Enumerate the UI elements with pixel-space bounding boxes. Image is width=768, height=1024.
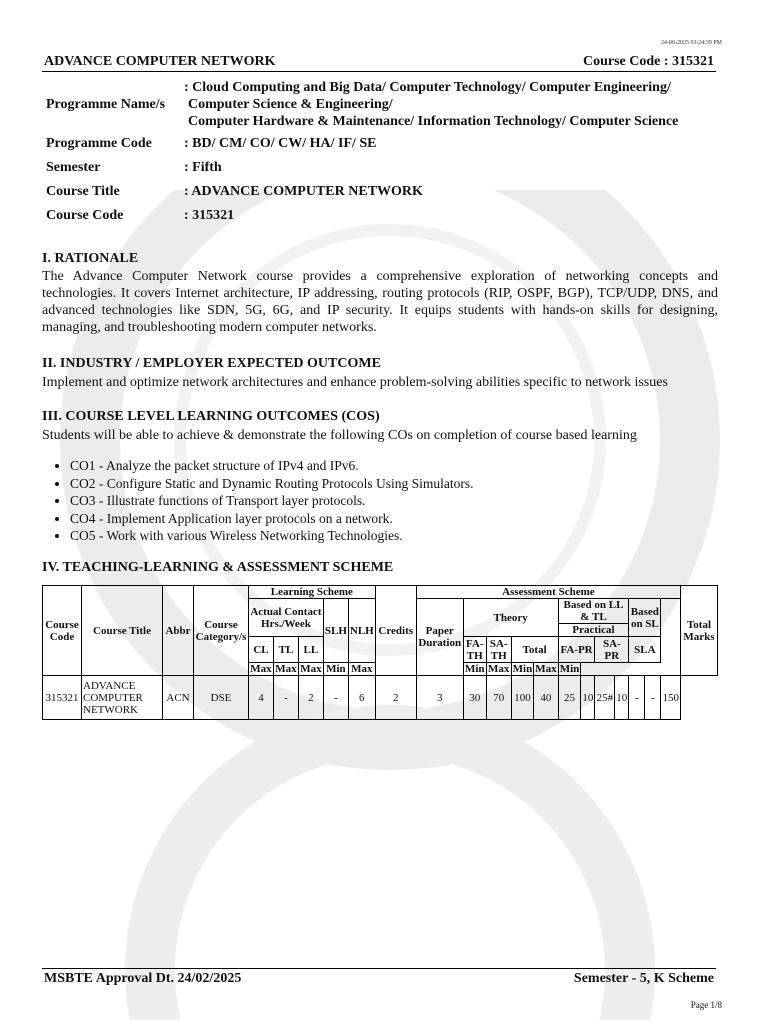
cell-total-min: 40	[534, 676, 558, 720]
page-header	[42, 53, 716, 72]
cell-sla-min: -	[645, 676, 661, 720]
info-value: : 315321	[184, 207, 235, 223]
cell-sla-max: -	[629, 676, 645, 720]
rationale-text: The Advance Computer Network course provides a comprehensive exploration of networking concepts and technologies. It covers Internet architecture, IP addressing, routing protocols (RIP, OSPF, BGP), TCP/UDP, DNS, and advanced technologies like SDN, 5G, 6G, and IP security. It equips students with hands-on skills for designing, managing, and troubleshooting modern computer networks.	[42, 269, 718, 335]
teaching-assessment-table	[42, 585, 718, 720]
th-max: Max	[535, 663, 557, 675]
print-timestamp: 24-06-2025 03:24:39 PM	[660, 40, 722, 46]
course-info-table	[42, 78, 716, 227]
cell-ll: 2	[298, 676, 323, 720]
cell-sa-pr-min: 10	[615, 676, 629, 720]
info-key: Programme Name/s	[46, 97, 166, 112]
info-key: Semester	[46, 159, 101, 175]
info-row-course-code	[42, 203, 716, 227]
th-theory: Theory	[463, 599, 558, 637]
th-paper-duration: Paper Duration	[416, 599, 463, 676]
th-fa-th: FA- TH	[463, 637, 486, 663]
info-key: Course Title	[46, 183, 120, 199]
cos-intro-text: Students will be able to achieve & demonstrate the following COs on completion of course based learning	[42, 428, 637, 443]
th-max: Max	[488, 663, 510, 675]
th-slh: SLH	[323, 599, 348, 663]
cell-course-title: ADVANCE COMPUTER NETWORK	[82, 676, 163, 720]
cell-paper-duration: 3	[416, 676, 463, 720]
cell-fa-pr-max: 25	[558, 676, 581, 720]
th-min: Min	[559, 663, 580, 675]
th-min: Min	[464, 663, 485, 675]
th-max: Max	[300, 663, 322, 675]
footer-approval: MSBTE Approval Dt. 24/02/2025	[44, 971, 242, 986]
cell-fa-pr-min: 10	[581, 676, 595, 720]
info-key: Course Code	[46, 207, 124, 223]
th-total: Total	[511, 637, 558, 663]
scheme-heading: IV. TEACHING-LEARNING & ASSESSMENT SCHEME	[42, 560, 394, 575]
co-list	[50, 457, 473, 545]
cell-cl: 4	[249, 676, 274, 720]
header-course-name: ADVANCE COMPUTER NETWORK	[44, 54, 276, 69]
info-row-semester	[42, 155, 716, 179]
cell-category: DSE	[194, 676, 249, 720]
th-course-title: Course Title	[82, 586, 163, 676]
info-row-programme-names	[42, 78, 716, 131]
cell-slh: -	[323, 676, 348, 720]
th-sla: SLA	[629, 637, 661, 663]
cell-fa-th-max: 30	[463, 676, 486, 720]
page-number: Page 1/8	[690, 1000, 722, 1010]
industry-heading: II. INDUSTRY / EMPLOYER EXPECTED OUTCOME	[42, 356, 381, 371]
th-credits: Credits	[375, 586, 416, 676]
th-max: Max	[275, 663, 297, 675]
info-value-line: Computer Science & Engineering/	[188, 97, 393, 112]
footer-semester: Semester - 5, K Scheme	[573, 971, 714, 986]
info-value: : Fifth	[184, 159, 222, 175]
cos-heading: III. COURSE LEVEL LEARNING OUTCOMES (COS)	[42, 409, 380, 424]
table-row	[43, 676, 718, 720]
th-practical: Practical	[558, 624, 629, 637]
info-value: : ADVANCE COMPUTER NETWORK	[184, 183, 423, 199]
th-based-ll-tl: Based on LL & TL	[558, 599, 629, 624]
list-item: • CO2 - Configure Static and Dynamic Routing Protocols Using Simulators.	[70, 475, 473, 493]
list-item: • CO4 - Implement Application layer protocols on a network.	[70, 510, 473, 528]
cell-total-max: 100	[511, 676, 534, 720]
rationale-heading: I. RATIONALE	[42, 251, 139, 266]
info-value: : BD/ CM/ CO/ CW/ HA/ IF/ SE	[184, 135, 377, 151]
th-min: Min	[512, 663, 533, 675]
cell-credits: 2	[375, 676, 416, 720]
header-course-code: Course Code : 315321	[582, 54, 714, 69]
th-total-marks: Total Marks	[681, 586, 718, 676]
th-learning-scheme: Learning Scheme	[249, 586, 376, 599]
th-sa-th: SA- TH	[486, 637, 511, 663]
th-actual-contact: Actual Contact Hrs./Week	[249, 599, 324, 637]
th-nlh: NLH	[348, 599, 375, 663]
th-max: Max	[348, 663, 375, 676]
cell-nlh: 6	[348, 676, 375, 720]
th-max: Max	[250, 663, 272, 675]
info-value	[180, 78, 716, 131]
th-category: Course Category/s	[194, 586, 249, 676]
industry-text: Implement and optimize network architectures and enhance problem-solving abilities specific to network issues	[42, 375, 668, 390]
th-tl: TL	[273, 637, 298, 663]
info-row-course-title	[42, 179, 716, 203]
cell-tl: -	[273, 676, 298, 720]
info-row-programme-code	[42, 131, 716, 155]
cell-abbr: ACN	[163, 676, 194, 720]
th-cl: CL	[249, 637, 274, 663]
cell-total-marks: 150	[661, 676, 681, 720]
info-key: Programme Code	[46, 135, 152, 151]
th-fa-pr: FA-PR	[558, 637, 595, 663]
cell-sa-th-max: 70	[486, 676, 511, 720]
th-based-sl: Based on SL	[629, 599, 661, 637]
page-footer	[42, 968, 716, 986]
th-sa-pr: SA-PR	[595, 637, 629, 663]
th-ll: LL	[298, 637, 323, 663]
list-item: • CO1 - Analyze the packet structure of IPv4 and IPv6.	[70, 457, 473, 475]
list-item: • CO5 - Work with various Wireless Networking Technologies.	[70, 527, 473, 545]
info-value-line: : Cloud Computing and Big Data/ Computer Technology/ Computer Engineering/	[184, 80, 671, 95]
info-value-line: Computer Hardware & Maintenance/ Information Technology/ Computer Science	[188, 114, 679, 129]
cell-sa-pr-max: 25#	[595, 676, 615, 720]
list-item: • CO3 - Illustrate functions of Transport layer protocols.	[70, 492, 473, 510]
th-min: Min	[323, 663, 348, 676]
cell-course-code: 315321	[43, 676, 82, 720]
th-course-code: Course Code	[43, 586, 82, 676]
th-abbr: Abbr	[163, 586, 194, 676]
th-assessment-scheme: Assessment Scheme	[416, 586, 680, 599]
